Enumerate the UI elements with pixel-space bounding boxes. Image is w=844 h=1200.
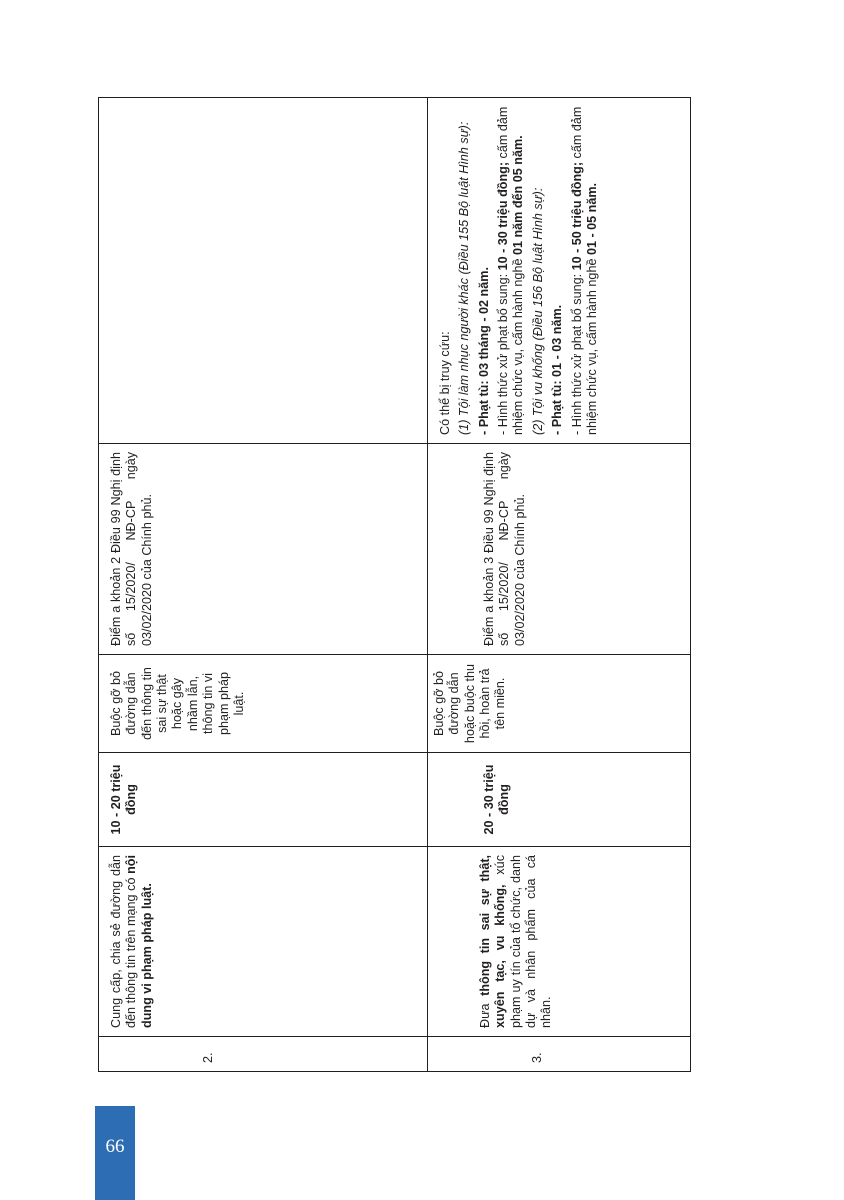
table-row (99, 98, 428, 1072)
row-3-fine: 20 - 30 triệu đồng (428, 753, 691, 847)
crime-1-prison: - Phạt tù: 03 tháng - 02 năm. (476, 267, 491, 435)
row-2-legal-basis: Điểm a khoản 2 Điều 99 Nghị định số 15/2020/ NĐ-CP ngày 03/02/2020 của Chính phủ. (99, 444, 428, 655)
crime-1-additional-label: - Hình thức xử phạt bổ sung: (496, 270, 511, 435)
crime-1-additional-duration: 01 năm đến 05 năm. (511, 135, 526, 256)
crime-2-title: (2) Tội vu khống (Điều 156 Bộ luật Hình sự): (530, 187, 545, 435)
row-2-remedy: Buộc gỡ bỏ đường dẫn đến thông tin sai sự thật hoặc gây nhầm lẫn, thông tin vi phạm pháp luật. (99, 655, 428, 753)
criminal-intro: Có thể bị truy cứu: (438, 331, 452, 435)
crime-2-additional-fine: 10 - 50 triệu đồng; (569, 161, 584, 271)
crime-1-additional (496, 106, 527, 435)
row-2-criminal-empty (99, 98, 428, 444)
row-3-violation (428, 847, 691, 1037)
crime-2-additional-label: - Hình thức xử phạt bổ sung: (569, 270, 584, 435)
row-2-number: 2. (99, 1037, 428, 1072)
table-row (428, 98, 691, 1072)
page-number: 66 (105, 1136, 125, 1157)
crime-1-additional-fine: 10 - 30 triệu đồng; (496, 161, 511, 271)
row-3-criminal-liability (428, 98, 691, 444)
row-3-violation-emphasis: thông tin sai sự thật, xuyên tạc, vu khống, (478, 854, 508, 1028)
crime-2-additional-ban: cấm đảm nhiệm chức vụ, cấm hành nghề (569, 106, 599, 435)
row-3-remedy: Buộc gỡ bỏ đường dẫn hoặc buộc thu hồi, hoàn trả tên miền. (428, 655, 691, 753)
row-3-violation-text: Đưa (478, 995, 492, 1028)
crime-1-additional-ban: cấm đảm nhiệm chức vụ, cấm hành nghề (496, 106, 526, 435)
penalty-table-rotated (98, 98, 606, 1072)
crime-2-additional-duration: 01 - 05 năm. (584, 182, 599, 256)
row-2-violation (99, 847, 428, 1037)
crime-2-additional (570, 106, 601, 435)
page-number-tab (95, 1106, 135, 1200)
row-2-fine: 10 - 20 triệu đồng (99, 753, 428, 847)
row-2-violation-text: Cung cấp, chia sẻ đường dẫn đến thông tin trên mạng có (109, 855, 139, 1028)
crime-2-prison: - Phạt tù: 01 - 03 năm. (550, 304, 565, 435)
row-3-number: 3. (428, 1037, 691, 1072)
row-2-violation-emphasis: nội dung vi phạm pháp luật. (124, 855, 154, 1028)
row-3-violation-text-end: xúc phạm uy tín của tổ chức, danh dự và nhân phẩm của cá nhân. (493, 855, 554, 1028)
row-3-legal-basis: Điểm a khoản 3 Điều 99 Nghị định số 15/2020/ NĐ-CP ngày 03/02/2020 của Chính phủ. (428, 444, 691, 655)
crime-1-title: (1) Tội làm nhục người khác (Điều 155 Bộ luật Hình sự): (457, 121, 472, 435)
penalty-table (98, 97, 691, 1072)
